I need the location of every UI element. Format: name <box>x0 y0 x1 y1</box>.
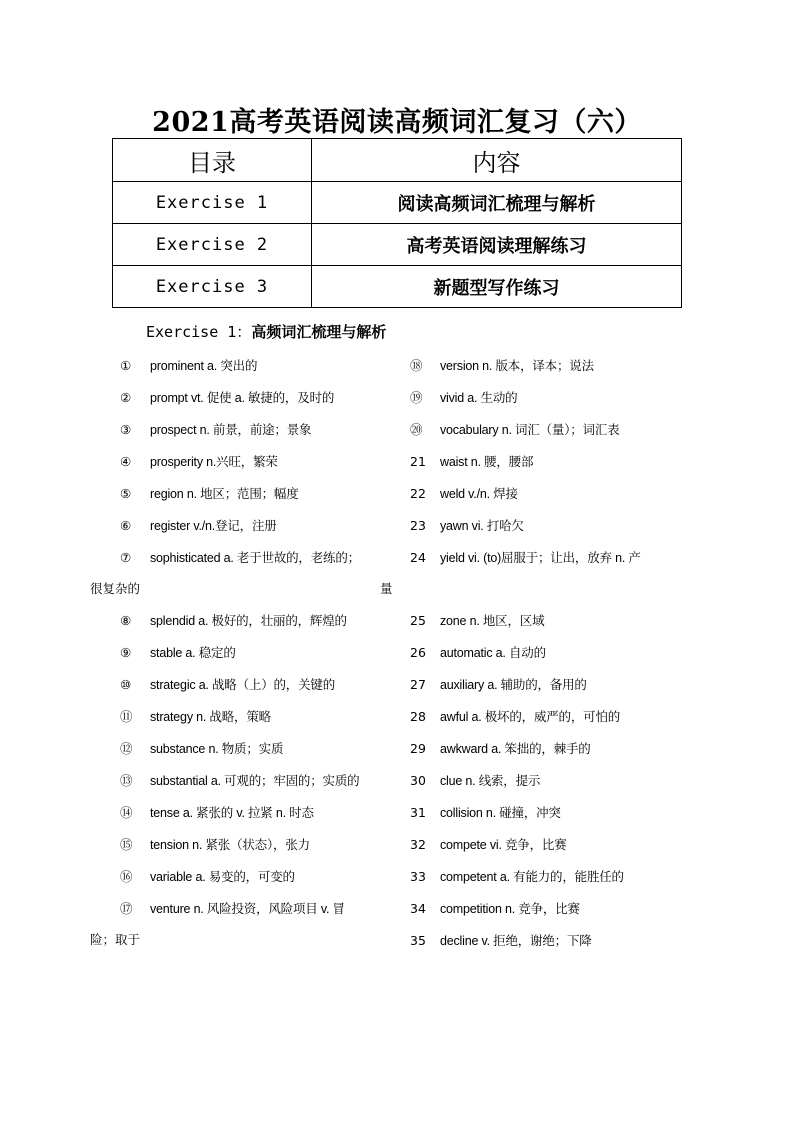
vocab-item <box>120 829 390 861</box>
vocab-item <box>120 446 390 478</box>
item-text: prominent a. 突出的 <box>150 359 258 373</box>
vocab-item <box>120 414 390 446</box>
vocab-item <box>410 797 690 829</box>
vocab-item <box>410 350 690 382</box>
item-number: 26 <box>410 645 426 660</box>
contents-table <box>112 138 682 308</box>
section-heading <box>146 321 386 342</box>
table-row <box>113 266 682 308</box>
item-text: yield vi. (to)屈服于；让出，放弃 n. 产 <box>440 551 641 565</box>
vocab-item-continuation <box>90 574 390 605</box>
exercise-content: 新题型写作练习 <box>312 266 682 308</box>
vocab-item <box>410 414 690 446</box>
item-text: clue n. 线索，提示 <box>440 774 541 788</box>
vocab-item <box>120 797 390 829</box>
item-number: ② <box>120 390 132 405</box>
item-number: ⑧ <box>120 613 132 628</box>
vocab-item <box>410 382 690 414</box>
vocab-column-right <box>380 350 690 957</box>
vocab-item <box>410 893 690 925</box>
item-text: substantial a. 可观的；牢固的；实质的 <box>150 774 360 788</box>
item-text: prosperity n.兴旺，繁荣 <box>150 455 278 469</box>
item-number: 30 <box>410 773 426 788</box>
table-row <box>113 182 682 224</box>
item-text: automatic a. 自动的 <box>440 646 546 660</box>
vocab-item <box>410 637 690 669</box>
vocab-item <box>120 733 390 765</box>
item-number: 21 <box>410 454 426 469</box>
item-number: 24 <box>410 550 426 565</box>
exercise-label: Exercise 3 <box>113 266 312 308</box>
vocab-item <box>410 829 690 861</box>
item-text: prompt vt. 促使 a. 敏捷的，及时的 <box>150 391 335 405</box>
item-text: weld v./n. 焊接 <box>440 487 518 501</box>
vocab-column-left <box>90 350 390 956</box>
item-number: ⑮ <box>120 837 133 852</box>
item-text: strategy n. 战略，策略 <box>150 710 271 724</box>
item-number: 31 <box>410 805 426 820</box>
item-text-continued: 险；取于 <box>90 933 141 947</box>
table-row <box>113 224 682 266</box>
item-text: region n. 地区；范围；幅度 <box>150 487 299 501</box>
item-text: decline v. 拒绝，谢绝；下降 <box>440 934 592 948</box>
header-content: 内容 <box>312 139 682 182</box>
item-text: substance n. 物质；实质 <box>150 742 284 756</box>
item-text: yawn vi. 打哈欠 <box>440 519 524 533</box>
item-text: zone n. 地区，区域 <box>440 614 545 628</box>
item-text: vocabulary n. 词汇（量）；词汇表 <box>440 423 620 437</box>
item-number: ⑲ <box>410 390 423 405</box>
item-number: ⑬ <box>120 773 133 788</box>
item-text: register v./n.登记，注册 <box>150 519 277 533</box>
exercise-label: Exercise 2 <box>113 224 312 266</box>
item-number: 32 <box>410 837 426 852</box>
vocab-item <box>120 542 390 574</box>
item-number: ⑳ <box>410 422 423 437</box>
item-text: collision n. 碰撞，冲突 <box>440 806 561 820</box>
section-label: 高频词汇梳理与解析 <box>251 323 387 341</box>
item-number: 22 <box>410 486 426 501</box>
item-text-continued: 很复杂的 <box>90 582 141 596</box>
exercise-label: Exercise 1 <box>113 182 312 224</box>
vocab-item <box>410 542 690 574</box>
item-text: waist n. 腰，腰部 <box>440 455 534 469</box>
item-text: tension n. 紧张（状态），张力 <box>150 838 310 852</box>
item-text: strategic a. 战略（上）的，关键的 <box>150 678 336 692</box>
item-number: 34 <box>410 901 426 916</box>
item-text: awful a. 极坏的，威严的，可怕的 <box>440 710 621 724</box>
item-text: variable a. 易变的，可变的 <box>150 870 295 884</box>
vocab-item <box>120 382 390 414</box>
exercise-content: 阅读高频词汇梳理与解析 <box>312 182 682 224</box>
item-text: competition n. 竞争，比赛 <box>440 902 580 916</box>
item-text: venture n. 风险投资，风险项目 v. 冒 <box>150 902 345 916</box>
vocab-item <box>410 510 690 542</box>
item-text: splendid a. 极好的，壮丽的，辉煌的 <box>150 614 347 628</box>
vocab-item <box>410 765 690 797</box>
item-number: ① <box>120 358 132 373</box>
item-number: ⑯ <box>120 869 133 884</box>
vocab-item <box>410 701 690 733</box>
vocab-item <box>410 446 690 478</box>
item-text: stable a. 稳定的 <box>150 646 236 660</box>
vocab-item <box>410 669 690 701</box>
item-text: auxiliary a. 辅助的，备用的 <box>440 678 587 692</box>
vocab-item <box>120 510 390 542</box>
item-number: ⑥ <box>120 518 132 533</box>
vocab-item <box>410 605 690 637</box>
header-catalog: 目录 <box>113 139 312 182</box>
item-text: competent a. 有能力的，能胜任的 <box>440 870 624 884</box>
item-number: 25 <box>410 613 426 628</box>
item-number: ⑪ <box>120 709 133 724</box>
item-number: ⑭ <box>120 805 133 820</box>
item-number: 23 <box>410 518 426 533</box>
vocab-item <box>120 701 390 733</box>
item-number: 27 <box>410 677 426 692</box>
vocab-item-continuation <box>90 925 390 956</box>
vocab-item <box>410 478 690 510</box>
item-text: compete vi. 竞争，比赛 <box>440 838 567 852</box>
item-number: ⑩ <box>120 677 132 692</box>
item-number: ⑤ <box>120 486 132 501</box>
vocab-item <box>120 478 390 510</box>
item-number: 28 <box>410 709 426 724</box>
vocab-item <box>410 861 690 893</box>
item-text: prospect n. 前景，前途；景象 <box>150 423 312 437</box>
item-number: ⑨ <box>120 645 132 660</box>
item-number: ⑦ <box>120 550 132 565</box>
vocab-item <box>120 765 390 797</box>
vocab-item <box>120 669 390 701</box>
item-text: version n. 版本，译本；说法 <box>440 359 594 373</box>
vocab-item <box>120 350 390 382</box>
item-number: ⑰ <box>120 901 133 916</box>
vocab-item <box>120 893 390 925</box>
item-number: ⑫ <box>120 741 133 756</box>
vocab-item <box>120 637 390 669</box>
exercise-content: 高考英语阅读理解练习 <box>312 224 682 266</box>
item-text: tense a. 紧张的 v. 拉紧 n. 时态 <box>150 806 314 820</box>
vocab-item <box>410 925 690 957</box>
item-number: ③ <box>120 422 132 437</box>
item-number: 33 <box>410 869 426 884</box>
vocab-item <box>410 733 690 765</box>
item-text: vivid a. 生动的 <box>440 391 518 405</box>
vocab-item-continuation <box>380 574 690 605</box>
item-number: 35 <box>410 933 426 948</box>
item-number: 29 <box>410 741 426 756</box>
section-prefix: Exercise 1： <box>146 323 252 341</box>
vocab-item <box>120 605 390 637</box>
item-text-continued: 量 <box>380 582 393 596</box>
table-header-row <box>113 139 682 182</box>
page-title: 2021高考英语阅读高频词汇复习（六） <box>152 107 642 138</box>
item-text: sophisticated a. 老于世故的，老练的； <box>150 551 360 565</box>
item-number: ⑱ <box>410 358 423 373</box>
item-text: awkward a. 笨拙的，棘手的 <box>440 742 591 756</box>
item-number: ④ <box>120 454 132 469</box>
vocab-item <box>120 861 390 893</box>
